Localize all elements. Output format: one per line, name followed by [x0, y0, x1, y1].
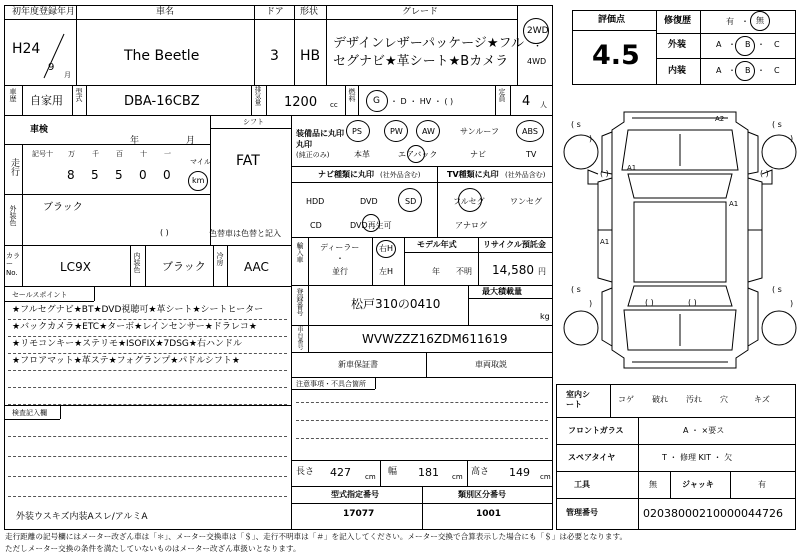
registration-label: 登録番号: [296, 288, 304, 316]
jack-label: ジャッキ: [682, 480, 714, 489]
mileage-digit-label: 百: [116, 150, 123, 158]
footer-line2: ただしメーター交換の条件を満たしていないものはメーター改ざん車扱いとなります。: [5, 544, 301, 553]
recycle: 14,580: [492, 263, 534, 277]
sales-point-line: ★リモコンキー★ステリモ★ISOFIX★7DSG★右ハンドル: [12, 339, 242, 349]
grade-option: A: [716, 66, 722, 75]
width: 181: [418, 466, 439, 479]
mileage-digit: 5: [115, 168, 123, 182]
height-unit: cm: [540, 473, 551, 481]
interior-sheet-item: 穴: [720, 395, 728, 404]
car-name-label: 車名: [156, 7, 175, 17]
doors-label: ドア: [266, 7, 284, 17]
max-load-kg: kg: [540, 312, 550, 321]
max-load-label: 最大積載量: [482, 287, 522, 296]
grade-dot: ・: [728, 40, 736, 49]
exterior-grade-circle: [735, 36, 755, 56]
airbag-circle: [407, 145, 425, 163]
grade-line2: セグナビ★革シート★Bカメラ: [333, 54, 509, 69]
mile-label: マイル: [190, 158, 211, 166]
width-unit: cm: [452, 473, 463, 481]
capacity-unit: 人: [540, 101, 547, 109]
drive-2wd: 2WD: [527, 26, 549, 36]
grade-line1: デザインレザーパッケージ★フル: [333, 36, 524, 51]
fuel-label: 燃料: [348, 88, 356, 102]
diagram-paren: ( ): [760, 169, 769, 178]
equipment-circle: [416, 120, 440, 142]
mgmt-label: 管理番号: [566, 508, 598, 517]
grade-dot: ・: [757, 66, 765, 75]
mileage-notation-label: 記号: [32, 150, 46, 158]
wheel-s-marker: ( s: [571, 120, 581, 129]
mileage-digit-label: 十: [46, 150, 53, 158]
equipment-item: ABS: [522, 127, 538, 136]
windshield-label: フロントガラス: [568, 426, 624, 435]
repair-label: 修復歴: [664, 16, 692, 26]
rating-score: 4.5: [592, 40, 640, 71]
diagram-paren: ( ): [688, 298, 697, 307]
interior-sheet-label: 室内シート: [566, 390, 590, 410]
color-no-label: カラーNo.: [6, 252, 20, 277]
navi-sub: (社外品含む): [380, 171, 421, 179]
mileage-digit-label: 一: [164, 150, 171, 158]
footer-line1: 走行距離の記号欄にはメーター改ざん車は「＊」、メーター交換車は「＄」、走行不明車は「＃」を記入してください。メーター交換で合算表示した場合にも「＄」は必要となります。: [5, 532, 628, 541]
shape: HB: [300, 48, 321, 64]
grade-option: B: [745, 66, 751, 75]
diagram-paren: ( ): [645, 298, 654, 307]
mileage-digit-label: 千: [92, 150, 99, 158]
sales-point-line: ★フロアマット★革ステ★フォグランプ★パドルシフト★: [12, 356, 240, 366]
sales-point-line: ★バックカメラ★ETC★ターボ★レインセンサー★ドラレコ★: [12, 322, 257, 332]
chassis-number: WVWZZZ16ZDM611619: [362, 332, 508, 346]
mileage-digit: 0: [139, 168, 147, 182]
exterior-label: 外装色: [9, 205, 17, 226]
repair-no: 無: [756, 16, 764, 25]
tv-item: アナログ: [455, 221, 487, 230]
equipment-item: PS: [352, 127, 362, 136]
wheel-s-close: ): [790, 134, 794, 143]
use: 自家用: [30, 94, 63, 107]
drive-dot: ・: [533, 42, 543, 52]
grade-option: C: [774, 40, 780, 49]
tv-label: TV種類に丸印: [447, 170, 499, 179]
cc-unit: cc: [330, 101, 338, 109]
mileage-digit-label: 万: [68, 150, 75, 158]
fuel: G: [373, 96, 380, 106]
interior-sheet-item: 汚れ: [686, 395, 702, 404]
navi-item: HDD: [306, 197, 325, 206]
equipment-label: 装備品に丸印: [296, 129, 344, 138]
navi-item: SD: [405, 197, 417, 206]
wheel-s-marker: ( s: [571, 285, 581, 294]
mileage-digit: 5: [91, 168, 99, 182]
km-label: km: [192, 176, 205, 185]
tv-item: ワンセグ: [510, 197, 542, 206]
doors: 3: [270, 48, 279, 64]
manual: 車両取説: [475, 360, 507, 369]
use-label: 車歴: [9, 88, 17, 102]
equipment-circle: [346, 120, 370, 142]
damage-a2: A2: [715, 115, 725, 123]
model-year: 年: [432, 267, 440, 276]
wheel-s-marker: ( s: [772, 285, 782, 294]
exterior-paren: ( ): [160, 228, 169, 237]
type-number-label: 型式指定番号: [331, 490, 379, 499]
repaint-note: 色替車は色替と記入: [209, 229, 281, 238]
car-damage-diagram: [562, 100, 798, 382]
mileage-label: 走行: [9, 158, 19, 176]
exterior-grade-label: 外装: [668, 40, 687, 50]
ac-label: 冷房: [216, 252, 224, 266]
equipment-item: 本革: [354, 150, 370, 159]
type-number: 17077: [343, 509, 375, 519]
model-year-value: 不明: [456, 267, 472, 276]
interior-color-label: 内装色: [133, 252, 141, 273]
interior-grade-label: 内装: [668, 66, 687, 76]
handle-right: 右H: [379, 244, 394, 253]
equipment-item-label: 丸印: [296, 140, 312, 149]
import-parallel: 並行: [332, 267, 348, 276]
chassis-label: 車台番号: [296, 326, 303, 350]
wheel-s-close: ): [589, 299, 593, 308]
navi-dvd-play-circle: [362, 214, 380, 232]
import-dot: ・: [336, 254, 344, 263]
interior-color: ブラック: [162, 260, 206, 273]
shift: FAT: [236, 153, 260, 169]
damage-a1-left: A1: [627, 164, 637, 172]
registration-number: 松戸310の0410: [351, 297, 441, 311]
equipment-circle: [384, 120, 408, 142]
equipment-circle: [516, 120, 544, 142]
inspection-label: 車検: [30, 125, 49, 135]
shape-label: 形状: [300, 7, 319, 17]
repair-dot: ・: [741, 17, 749, 26]
equipment-item: PW: [390, 127, 403, 136]
class-number: 1001: [476, 509, 502, 519]
equipment-item: TV: [526, 150, 537, 159]
sales-point-line: ★フルセグナビ★BT★DVD視聴可★革シート★シートヒーター: [12, 305, 264, 315]
damage-a1-right: A1: [729, 200, 739, 208]
spare-tire-value: T ・ 修理 KIT ・ 欠: [662, 453, 733, 462]
inspector-label: 検査記入欄: [12, 409, 47, 417]
tv-sub: (社外品含む): [505, 171, 546, 179]
tv-item: フルセグ: [453, 197, 485, 206]
first-reg-month: 9: [48, 62, 55, 73]
grade-option: B: [745, 40, 751, 49]
navi-label: ナビ種類に丸印: [318, 170, 374, 179]
tools-value: 無: [649, 480, 657, 489]
first-reg-label: 初年度登録年月: [12, 7, 76, 17]
navi-item: CD: [310, 221, 322, 230]
mileage-digit: 0: [163, 168, 171, 182]
navi-item: DVD再生可: [350, 221, 392, 230]
grade-option: A: [716, 40, 722, 49]
exterior-color: ブラック: [43, 202, 83, 213]
jack-value: 有: [758, 480, 766, 489]
fuel-options: ・ D ・ HV ・ ( ): [390, 97, 454, 106]
interior-sheet-item: キズ: [754, 395, 770, 404]
equipment-item: サンルーフ: [460, 127, 499, 136]
capacity-label: 定員: [498, 88, 506, 102]
notes-label: 注意事項・不具合箇所: [296, 380, 366, 388]
length-label: 長さ: [296, 467, 315, 477]
sales-points-label: セールスポイント: [12, 291, 68, 299]
spare-tire-label: スペアタイヤ: [568, 453, 616, 462]
grade-dot: ・: [728, 66, 736, 75]
windshield-value: A ・ ×要ス: [683, 426, 725, 435]
shift-label: シフト: [243, 118, 264, 126]
diagram-paren: ( ): [600, 169, 609, 178]
car-name: The Beetle: [124, 48, 200, 64]
wheel-s-close: ): [589, 134, 593, 143]
model-year-label: モデル年式: [417, 240, 457, 249]
rating-label: 評価点: [598, 15, 626, 25]
inspector-note: 外装ウスキズ内装Aスレ/アルミA: [16, 512, 148, 522]
navi-item: DVD: [360, 197, 378, 206]
equipment-item: エアバック: [398, 150, 438, 159]
damage-a1-rear: A1: [600, 238, 610, 246]
recycle-yen: 円: [538, 267, 546, 276]
length-unit: cm: [365, 473, 376, 481]
handle-left: 左H: [379, 267, 394, 276]
tv-fullseg-circle: [458, 188, 482, 212]
height-label: 高さ: [471, 467, 490, 477]
month-unit: 月: [64, 71, 71, 79]
capacity: 4: [522, 94, 531, 109]
cc: 1200: [284, 95, 318, 110]
ac: AAC: [244, 260, 269, 274]
interior-grade-circle: [735, 61, 755, 81]
equipment-item: AW: [422, 127, 435, 136]
width-label: 幅: [388, 467, 398, 477]
color-no: LC9X: [60, 260, 91, 274]
grade-option: C: [774, 66, 780, 75]
repair-yes: 有: [726, 17, 734, 26]
wheel-s-marker: ( s: [772, 120, 782, 129]
model: DBA-16CBZ: [124, 94, 200, 109]
recycle-label: リサイクル預託金: [483, 240, 546, 249]
mgmt-number: 02038000210000044726: [643, 507, 783, 520]
grade-label: グレード: [402, 7, 439, 17]
drive-4wd: 4WD: [527, 57, 547, 66]
navi-sd-circle: [398, 188, 422, 212]
tools-label: 工具: [574, 480, 590, 489]
first-reg-era: H24: [12, 41, 41, 57]
height: 149: [509, 466, 530, 479]
wheel-s-close: ): [790, 299, 794, 308]
import-dealer: ディーラー: [320, 243, 360, 252]
mileage-digit: 8: [67, 168, 75, 182]
interior-sheet-item: コゲ: [618, 395, 634, 404]
equipment-item: ナビ: [470, 150, 486, 159]
class-number-label: 類別区分番号: [458, 490, 506, 499]
equipment-sub: (純正のみ): [296, 151, 330, 159]
cc-label: 排気量: [253, 86, 262, 106]
model-label: 型式: [75, 88, 83, 102]
inspection-year: 年: [130, 136, 140, 146]
grade-dot: ・: [757, 40, 765, 49]
inspection-month: 月: [186, 136, 196, 146]
interior-sheet-item: 破れ: [652, 395, 668, 404]
new-warranty: 新車保証書: [338, 360, 378, 369]
import-label: 輸入車: [296, 242, 304, 263]
mileage-digit-label: 十: [140, 150, 147, 158]
length: 427: [330, 466, 351, 479]
